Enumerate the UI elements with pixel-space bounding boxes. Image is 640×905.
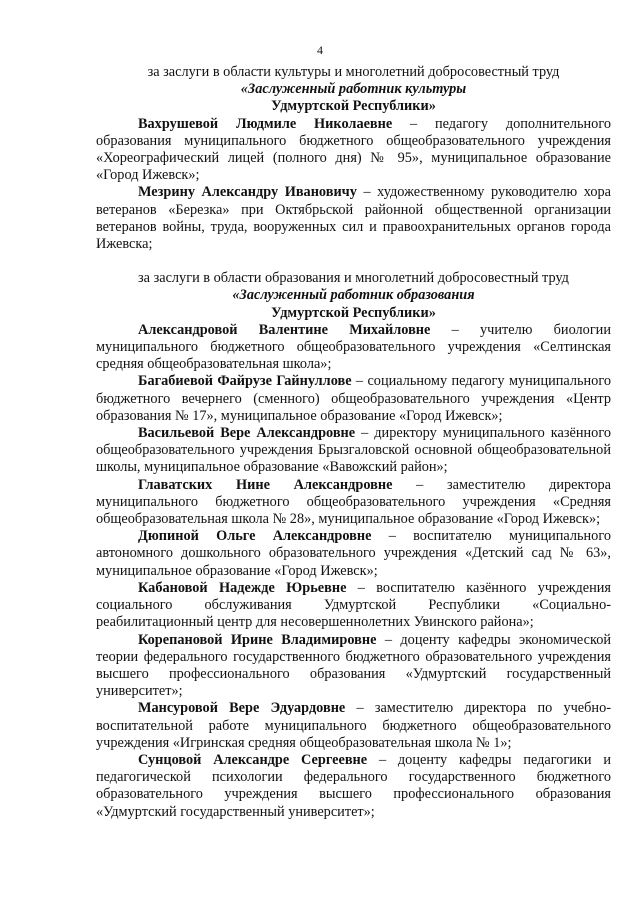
page-number: 4 [317,43,323,57]
section-intro: за заслуги в области культуры и многолетний добросовестный труд [147,64,560,80]
recipient-details: – заместителю директора по учебно-воспитательной работе муниципального бюджетного общеобразовательного учреждения «Игринская средняя общеобразовательная школа № 1»; [96,700,611,751]
recipient-name: Мансуровой Вере Эдуардовне [138,700,346,717]
recipient-name: Васильевой Вере Александровне [138,425,356,442]
recipient-name: Кабановой Надежде Юрьевне [138,579,347,596]
recipient-details: – социальному педагогу муниципального бюджетного вечернего (сменного) общеобразовательного учреждения «Центр образования № 17», муниципальное образование «Город Ижевск»; [96,373,611,424]
recipient-details: – художественному руководителю хора ветеранов «Березка» при Октябрьской районной общественной организации ветеранов войны, труда, вооруженных сил и правоохранительных органов города Ижевска; [96,184,611,253]
recipient-name: Главатских Нине Александровне [138,476,393,493]
recipient-name: Багабиевой Файрузе Гайнуллове [138,373,352,390]
award-title-line2: Удмуртской Республики» [271,98,436,115]
recipient-details: – учителю биологии муниципального бюджетного общеобразовательного учреждения «Селтинская средняя общеобразовательная школа»; [96,321,611,373]
recipient-details: – педагогу дополнительного образования муниципального бюджетного общеобразовательного учреждения «Хореографический лицей (полного дня) № 95», муниципальное образование «Город Ижевск»; [96,115,611,184]
award-entry [96,700,611,752]
recipient-details: – доценту кафедры экономической теории федерального государственного бюджетного образовательного учреждения высшего профессионального образования «Удмуртский государственный университет»; [96,631,611,700]
recipient-details: – директору муниципального казённого общеобразовательного учреждения Брызгаловской основной общеобразовательной школы, муниципальное образование «Вавожский район»; [96,425,611,476]
recipient-name: Дюпиной Ольге Александровне [138,528,372,545]
award-entry [96,116,611,185]
recipient-name: Александровой Валентине Михайловне [138,321,431,338]
recipient-name: Сунцовой Александре Сергеевне [138,751,368,768]
section-intro: за заслуги в области образования и многолетний добросовестный труд [138,270,569,287]
award-entry [96,425,611,477]
recipient-name: Мезрину Александру Ивановичу [138,184,357,201]
award-entry [96,373,611,425]
award-entry [96,752,611,821]
award-entry [96,528,611,580]
award-entry [96,580,611,632]
award-entry [96,477,611,529]
award-title-line2: Удмуртской Республики» [271,304,436,321]
document-body [96,64,611,821]
award-title: «Заслуженный работник образования [232,287,475,304]
recipient-name: Корепановой Ирине Владимировне [138,631,377,648]
award-entry [96,184,611,253]
recipient-details: – воспитателю казённого учреждения социального обслуживания Удмуртской Республики «Социально-реабилитационный центр для несовершеннолетних Увинского района»; [96,579,611,631]
recipient-details: – воспитателю муниципального автономного дошкольного образовательного учреждения «Детский сад № 63», муниципальное образование «Город Ижевск»; [96,528,611,579]
award-title: «Заслуженный работник культуры [240,81,467,98]
recipient-details: – заместителю директора муниципального бюджетного общеобразовательного учреждения «Средняя общеобразовательная школа № 28», муниципальное образование «Город Ижевск»; [96,476,611,528]
section-culture [96,64,611,253]
section-education [96,270,611,821]
award-entry [96,322,611,374]
award-entry [96,632,611,701]
recipient-name: Вахрушевой Людмиле Николаевне [138,115,393,132]
recipient-details: – доценту кафедры педагогики и педагогической психологии федерального государственного бюджетного образовательного учреждения высшего профессионального образования «Удмуртский государственный университет»; [96,751,611,820]
section-spacer [96,253,611,270]
